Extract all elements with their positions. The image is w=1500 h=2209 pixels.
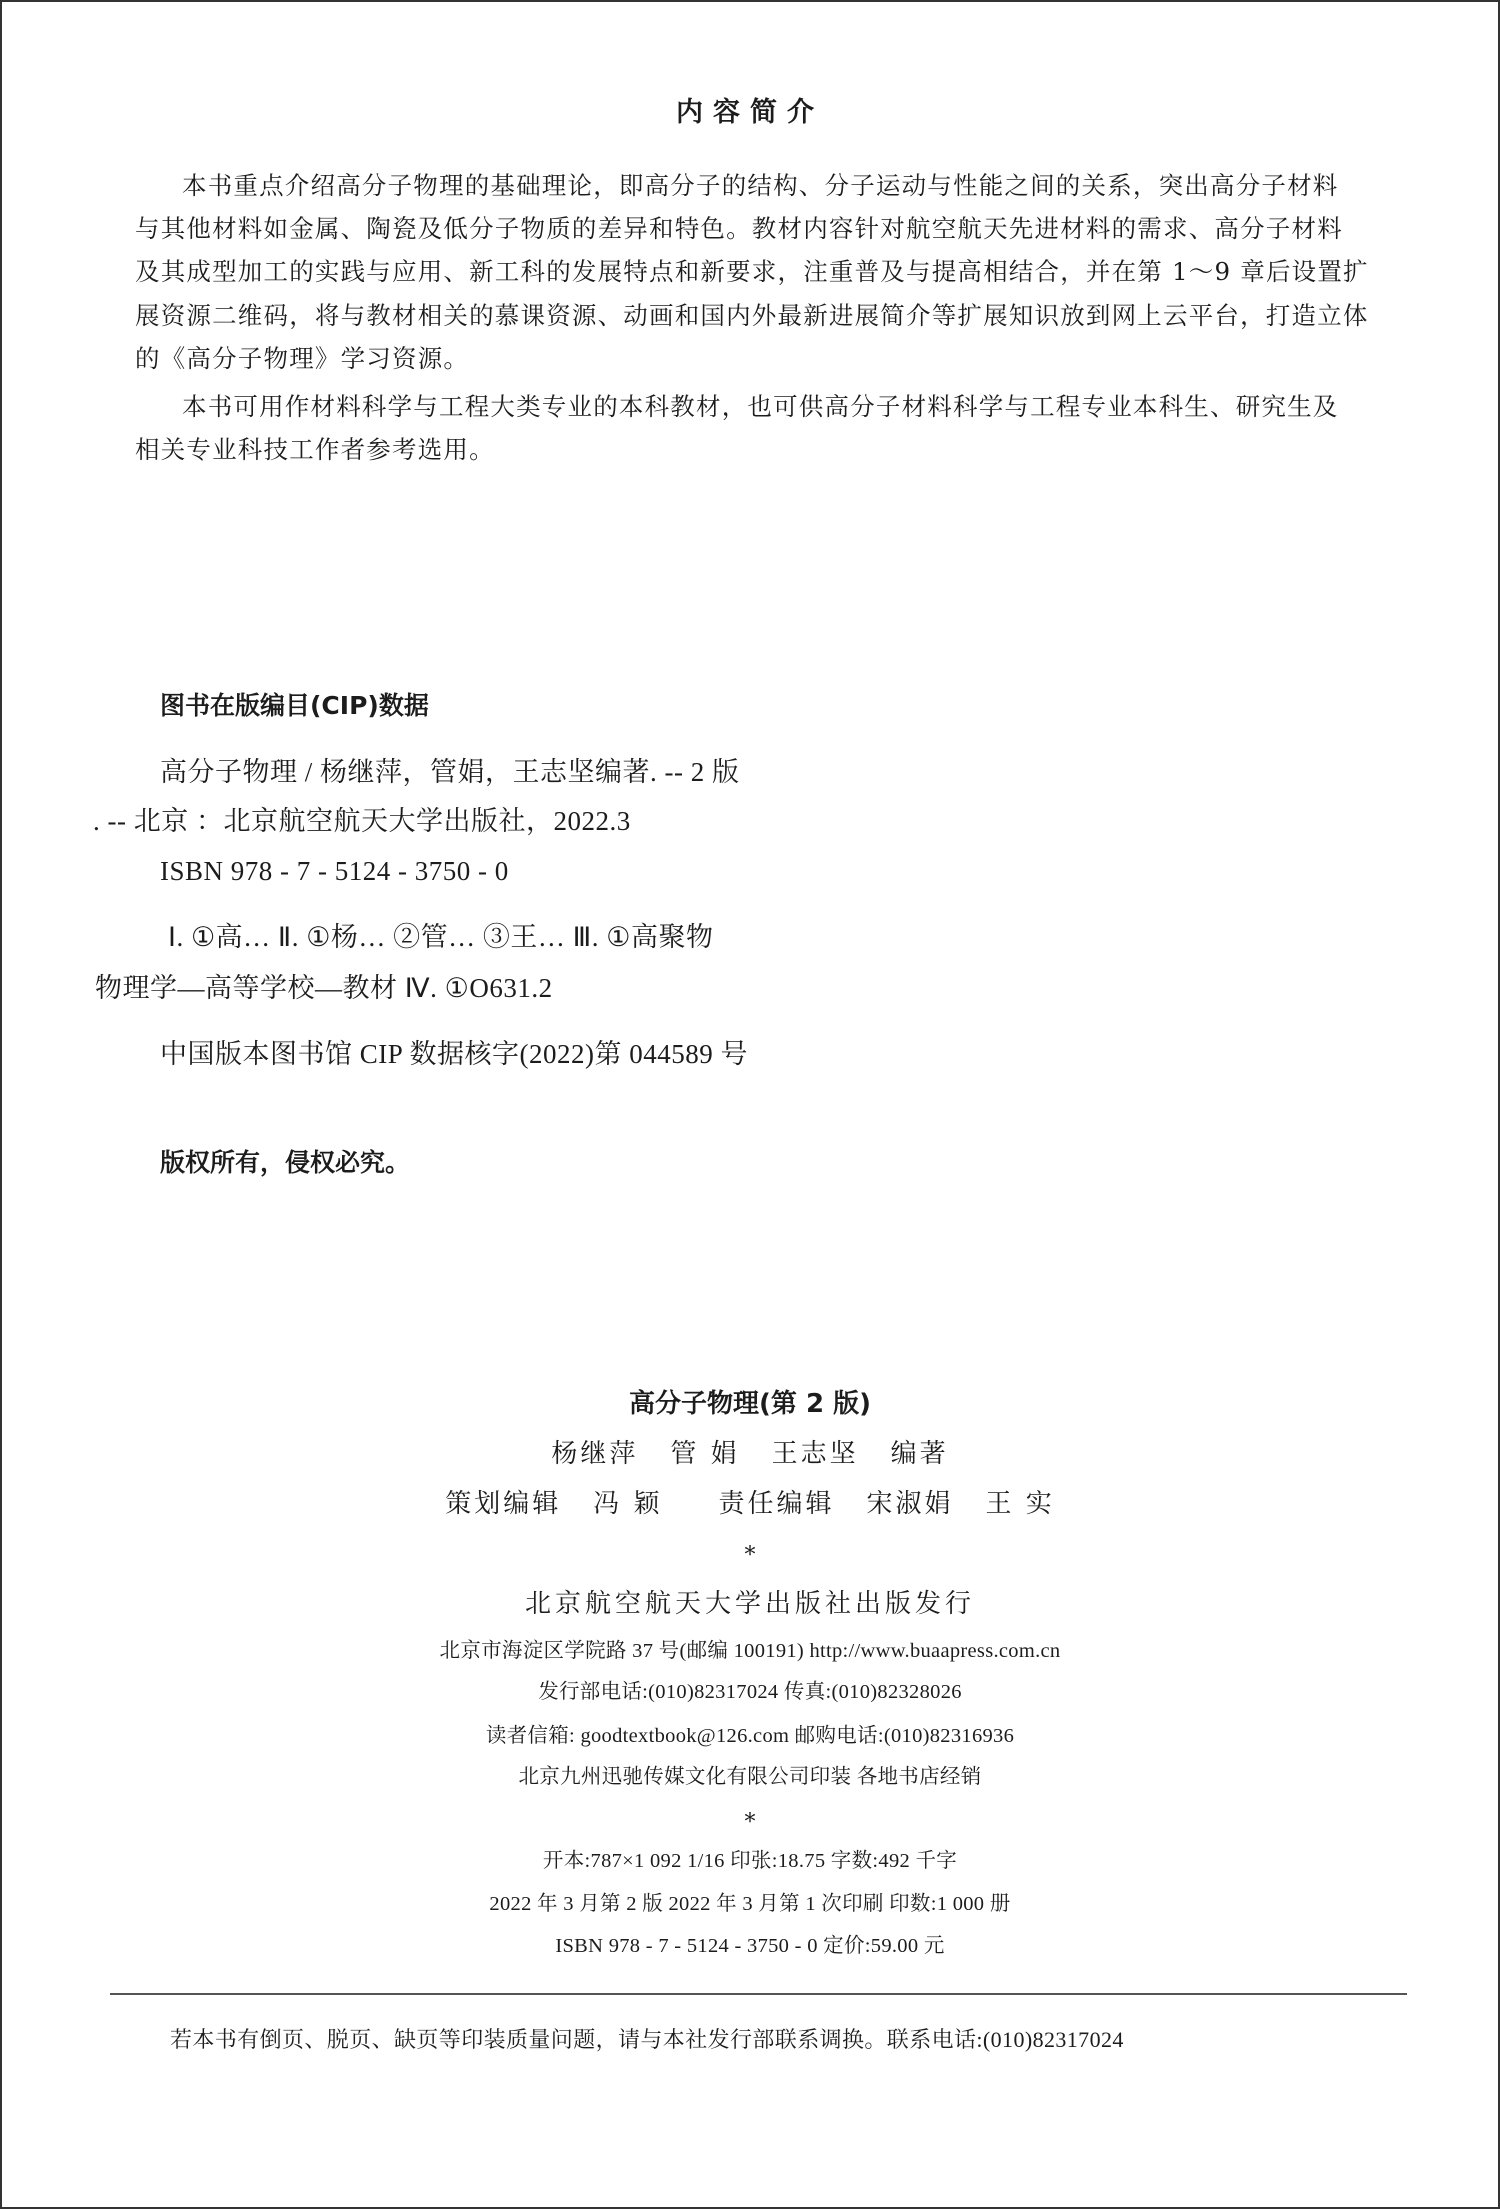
- summary-p1-line: 本书重点介绍高分子物理的基础理论，即高分子的结构、分子运动与性能之间的关系，突出高分子材料: [182, 171, 1339, 200]
- imprint-phones: 发行部电话:(010)82317024 传真:(010)82328026: [538, 1681, 962, 1703]
- cip-isbn-line: ISBN 978 - 7 - 5124 - 3750 - 0: [160, 856, 509, 886]
- summary-title: 内容简介: [676, 97, 824, 128]
- author-role: 编著: [890, 1439, 949, 1469]
- divider: [110, 1993, 1407, 1995]
- imprint-format: 开本:787×1 092 1/16 印张:18.75 字数:492 千字: [542, 1850, 958, 1872]
- cip-heading: 图书在版编目(CIP)数据: [160, 691, 429, 720]
- editor-role: 策划编辑: [445, 1489, 562, 1519]
- separator-asterisk: *: [744, 1543, 756, 1568]
- author-name: 王志坚: [771, 1439, 859, 1469]
- summary-p1-line: 及其成型加工的实践与应用、新工科的发展特点和新要求，注重普及与提高相结合，并在第 1～9 章后设置扩: [135, 257, 1369, 286]
- cip-class-line: 物理学—高等学校—教材 Ⅳ. ①O631.2: [95, 973, 553, 1003]
- summary-p2-line: 相关专业科技工作者参考选用。: [135, 435, 495, 464]
- summary-p2-line: 本书可用作材料科学与工程大类专业的本科教材，也可供高分子材料科学与工程专业本科生、研究生及: [182, 392, 1339, 421]
- copyright-notice: 版权所有，侵权必究。: [160, 1148, 411, 1177]
- summary-p1-line: 与其他材料如金属、陶瓷及低分子物质的差异和特色。教材内容针对航空航天先进材料的需求、高分子材料: [135, 214, 1343, 243]
- cip-title-line: 高分子物理 / 杨继萍，管娟，王志坚编著. -- 2 版: [160, 757, 740, 787]
- imprint-edition: 2022 年 3 月第 2 版 2022 年 3 月第 1 次印刷 印数:1 000 册: [489, 1893, 1011, 1915]
- imprint-reader-contact: 读者信箱: goodtextbook@126.com 邮购电话:(010)82316936: [485, 1725, 1015, 1747]
- editor-name: 王 实: [985, 1489, 1055, 1519]
- imprint-isbn-price: ISBN 978 - 7 - 5124 - 3750 - 0 定价:59.00 元: [555, 1935, 945, 1957]
- editor-name: 宋淑娟: [866, 1489, 954, 1519]
- author-name: 杨继萍: [551, 1439, 639, 1469]
- separator-asterisk: *: [744, 1810, 756, 1835]
- summary-p1-line: 展资源二维码，将与教材相关的慕课资源、动画和国内外最新进展简介等扩展知识放到网上云平台，打造立体: [135, 301, 1369, 330]
- imprint-authors: [0, 1441, 1500, 1467]
- imprint-printer: 北京九州迅驰传媒文化有限公司印装 各地书店经销: [518, 1766, 982, 1788]
- editor-name: 冯 颖: [593, 1489, 663, 1519]
- cip-record-line: 中国版本图书馆 CIP 数据核字(2022)第 044589 号: [160, 1039, 748, 1069]
- imprint-address: 北京市海淀区学院路 37 号(邮编 100191) http://www.buaapress.com.cn: [439, 1640, 1061, 1662]
- editor-role: 责任编辑: [718, 1489, 835, 1519]
- author-name: 管 娟: [670, 1439, 740, 1469]
- imprint-publisher: 北京航空航天大学出版社出版发行: [524, 1589, 975, 1619]
- imprint-book-title: 高分子物理(第 2 版): [629, 1389, 871, 1419]
- cip-publisher-line: . -- 北京 ：北京航空航天大学出版社，2022.3: [93, 806, 631, 836]
- summary-p1-line: 的《高分子物理》学习资源。: [135, 344, 470, 373]
- quality-notice: 若本书有倒页、脱页、缺页等印装质量问题，请与本社发行部联系调换。联系电话:(010)82317024: [170, 2027, 1124, 2052]
- imprint-editors: [0, 1491, 1500, 1517]
- cip-class-line: Ⅰ. ①高… Ⅱ. ①杨… ②管… ③王… Ⅲ. ①高聚物: [168, 922, 714, 952]
